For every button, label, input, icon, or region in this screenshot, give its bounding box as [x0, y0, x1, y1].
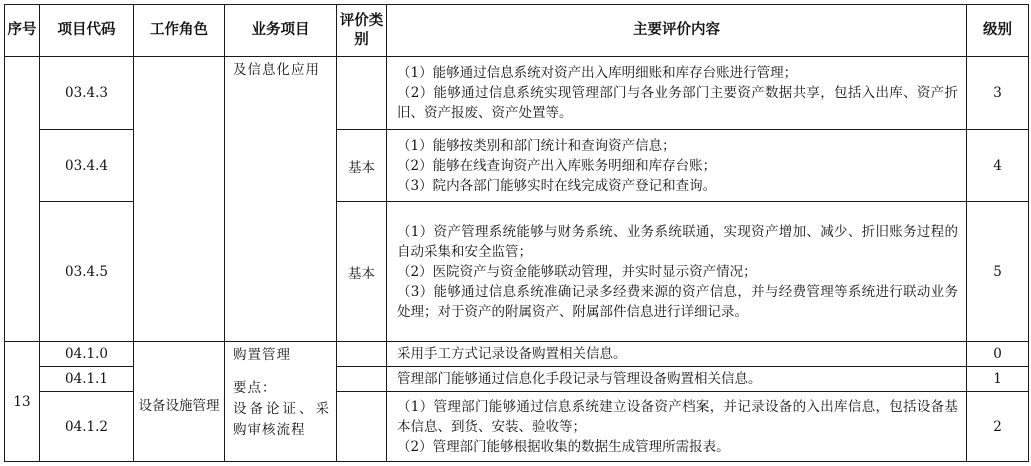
level-cell: 5: [967, 202, 1029, 342]
content-cell: [387, 130, 967, 202]
content-cell: [387, 367, 967, 392]
level-cell: 4: [967, 130, 1029, 202]
content-cell: [387, 342, 967, 367]
role-cell-empty: [134, 57, 225, 342]
table-row: [5, 57, 1029, 130]
header-eval-type: 评价类别: [337, 5, 387, 57]
level-cell: 3: [967, 57, 1029, 130]
eval-type-cell: [337, 392, 387, 462]
business-note-label: 要点：: [233, 380, 277, 396]
content-line: （1）能够按类别和部门统计和查询资产信息；: [397, 137, 676, 154]
content-cell: [387, 57, 967, 130]
content-line: （3）能够通过信息系统准确记录多经费来源的资产信息，并与经费管理等系统进行联动业务处理；对于资产的附属资产、附属部件信息进行详细记录。: [397, 283, 958, 320]
eval-type-cell: 基本: [337, 202, 387, 342]
header-seq: 序号: [5, 5, 40, 57]
content-line: 采用手工方式记录设备购置相关信息。: [397, 346, 627, 362]
eval-type-cell: [337, 367, 387, 392]
business-cell: [225, 342, 337, 462]
eval-type-cell: [337, 57, 387, 130]
content-line: （3）院内各部门能够实时在线完成资产登记和查询。: [397, 177, 717, 194]
content-cell: [387, 392, 967, 462]
content-line: （1）资产管理系统能够与财务系统、业务系统联通，实现资产增加、减少、折旧账务过程的自动采集和安全监管；: [397, 223, 958, 260]
seq-cell-empty: [5, 57, 40, 342]
content-line: （1）管理部门能够通过信息系统建立设备资产档案，并记录设备的入出库信息，包括设备基本信息、到货、安装、验收等；: [397, 398, 958, 435]
code-cell: 03.4.3: [40, 57, 134, 130]
content-line: （1）能够通过信息系统对资产出入库明细账和库存台账进行管理；: [397, 65, 798, 81]
content-line: （2）能够通过信息系统实现管理部门与各业务部门主要资产数据共享，包括入出库、资产折旧、资产报废、资产处置等。: [397, 85, 958, 121]
content-line: （2）医院资产与资金能够联动管理，并实时显示资产情况；: [397, 263, 757, 280]
business-gap: [233, 366, 330, 378]
level-cell: 0: [967, 342, 1029, 367]
content-line: （2）能够在线查询资产出入库账务明细和库存台账；: [397, 157, 717, 174]
level-cell: 1: [967, 367, 1029, 392]
header-row: [5, 5, 1029, 57]
content-line: （2）管理部门能够根据收集的数据生成管理所需报表。: [397, 438, 730, 455]
header-role: 工作角色: [134, 5, 225, 57]
code-cell: 04.1.0: [40, 342, 134, 367]
code-cell: 03.4.4: [40, 130, 134, 202]
table-row: [5, 342, 1029, 367]
header-code: 项目代码: [40, 5, 134, 57]
level-cell: 2: [967, 392, 1029, 462]
header-business: 业务项目: [225, 5, 337, 57]
role-cell: 设备设施管理: [134, 342, 225, 462]
header-level: 级别: [967, 5, 1029, 57]
eval-type-cell: [337, 342, 387, 367]
eval-type-cell: 基本: [337, 130, 387, 202]
business-cell: 及信息化应用: [225, 57, 337, 342]
header-content: 主要评价内容: [387, 5, 967, 57]
business-note: 设备论证、采购审核流程: [233, 401, 330, 438]
seq-cell: 13: [5, 342, 40, 462]
content-cell: [387, 202, 967, 342]
code-cell: 04.1.1: [40, 367, 134, 392]
evaluation-table: [4, 4, 1029, 462]
code-cell: 03.4.5: [40, 202, 134, 342]
business-title: 购置管理: [233, 347, 291, 363]
content-line: 管理部门能够通过信息化手段记录与管理设备购置相关信息。: [397, 371, 762, 387]
code-cell: 04.1.2: [40, 392, 134, 462]
